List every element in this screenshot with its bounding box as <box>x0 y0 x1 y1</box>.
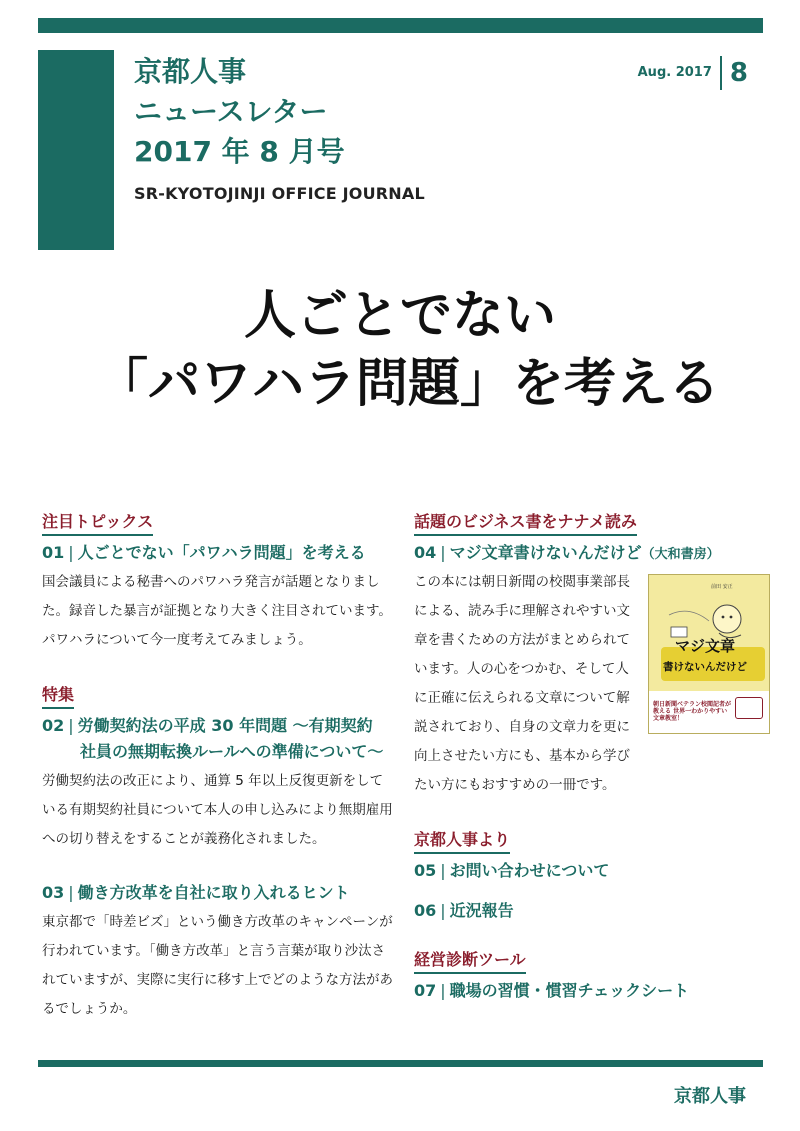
section-books <box>414 512 766 800</box>
section-feature <box>42 685 394 1024</box>
article-01-title-row[interactable] <box>42 540 394 566</box>
article-03-title: 働き方改革を自社に取り入れるヒント <box>77 883 350 902</box>
issue-number: 8 <box>729 58 748 88</box>
section-title-feature: 特集 <box>42 685 74 709</box>
separator-bar: | <box>440 901 446 920</box>
separator-bar: | <box>68 716 74 735</box>
section-title-office: 京都人事より <box>414 830 510 854</box>
issue-date: Aug. 2017 <box>638 56 722 90</box>
masthead-color-block <box>38 50 114 250</box>
separator-bar: | <box>440 861 446 880</box>
book-cover-title-line1: マジ文章 <box>675 637 736 655</box>
masthead-subtitle: SR-KYOTOJINJI OFFICE JOURNAL <box>134 184 425 203</box>
masthead-title-line3: 2017 年 8 月号 <box>134 135 345 168</box>
book-band-text: 朝日新聞ベテラン校閲記者が教える 世界一わかりやすい文章教室！ <box>653 701 732 722</box>
article-07-title: 職場の習慣・慣習チェックシート <box>449 981 690 1000</box>
separator-bar: | <box>440 543 446 562</box>
book-band-badge <box>735 697 763 719</box>
separator-bar: | <box>68 543 74 562</box>
article-06-title-row[interactable] <box>414 898 766 924</box>
section-topics <box>42 512 394 655</box>
article-04-title-row[interactable] <box>414 540 766 568</box>
left-column <box>42 512 394 1024</box>
bottom-bar <box>38 1060 763 1067</box>
masthead-title-line2: ニュースレター <box>134 95 328 128</box>
article-06-title: 近況報告 <box>449 901 514 920</box>
article-03-title-row[interactable] <box>42 880 394 906</box>
article-05-title: お問い合わせについて <box>449 861 610 880</box>
book-cover-title-line2: 書けないんだけど <box>663 661 747 673</box>
article-07-number: 07 <box>414 981 437 1000</box>
article-02-title-row[interactable] <box>42 713 394 739</box>
article-06-number: 06 <box>414 901 437 920</box>
article-04-body: この本には朝日新聞の校閲事業部長による、読み手に理解されやすい文章を書くための方法がまとめられています。人の心をつかむ、そして人に正確に伝えられる文章について解説されており、自身の文章力を更に向上させたい方にも、基本から学びたい方にもおすすめの一冊です。 <box>414 574 630 793</box>
article-04-publisher: （大和書房） <box>641 547 720 562</box>
separator-bar: | <box>68 883 74 902</box>
footer-brand: 京都人事 <box>674 1086 746 1107</box>
book-obi-band <box>649 691 769 733</box>
article-04-title: マジ文章書けないんだけど <box>449 543 642 562</box>
separator-bar: | <box>440 981 446 1000</box>
book-author: 前田 安正 <box>711 584 733 590</box>
article-04-number: 04 <box>414 543 437 562</box>
top-bar <box>38 18 763 33</box>
section-office <box>414 830 766 924</box>
article-01-title: 人ごとでない「パワハラ問題」を考える <box>77 543 366 562</box>
main-headline <box>0 282 800 418</box>
article-02-title-line1: 労働契約法の平成 30 年問題 ～有期契約 <box>77 716 373 735</box>
article-03-body: 東京都で「時差ビズ」という働き方改革のキャンペーンが行われています。「働き方改革」と言う言葉が取り沙汰されていますが、実際に実行に移す上でどのような方法があるでしょうか。 <box>42 914 393 1017</box>
article-07-title-row[interactable] <box>414 978 766 1004</box>
section-title-topics: 注目トピックス <box>42 512 153 536</box>
article-01-number: 01 <box>42 543 65 562</box>
article-03-number: 03 <box>42 883 65 902</box>
article-02-title-line2: 社員の無期転換ルールへの準備について～ <box>80 742 384 761</box>
masthead-title-line1: 京都人事 <box>134 55 247 88</box>
section-title-books: 話題のビジネス書をナナメ読み <box>414 512 637 536</box>
section-tools <box>414 950 766 1004</box>
article-01-body: 国会議員による秘書へのパワハラ発言が話題となりました。録音した暴言が証拠となり大きく注目されています。パワハラについて今一度考えてみましょう。 <box>42 574 392 648</box>
right-column <box>414 512 766 1004</box>
book-review-row <box>414 568 766 800</box>
article-02-body: 労働契約法の改正により、通算 5 年以上反復更新をしている有期契約社員について本人の申し込みにより無期雇用への切り替えをすることが義務化されました。 <box>42 773 393 847</box>
article-02-number: 02 <box>42 716 65 735</box>
masthead <box>134 52 425 203</box>
headline-line2: 「パワハラ問題」を考える <box>95 354 720 414</box>
headline-line1: 人ごとでない <box>243 286 556 346</box>
book-cover-image <box>648 574 770 734</box>
article-05-number: 05 <box>414 861 437 880</box>
issue-info <box>638 56 748 90</box>
section-title-tools: 経営診断ツール <box>414 950 526 974</box>
article-05-title-row[interactable] <box>414 858 766 884</box>
